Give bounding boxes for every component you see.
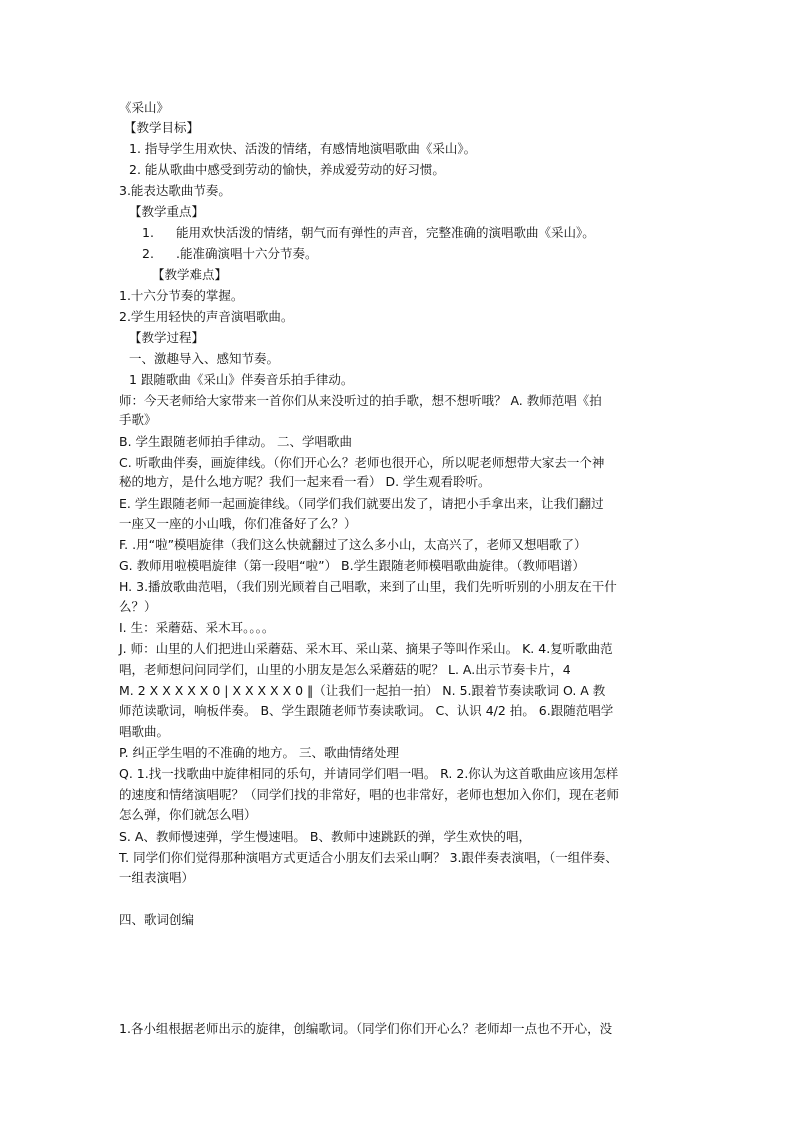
key-point-1: [142, 223, 595, 242]
key-point-1-text: 能用欢快活泼的情绪，朝气而有弹性的声音，完整准确的演唱歌曲《采山》。: [176, 225, 595, 240]
part-1-heading: 一、激趣导入、感知节奏。: [129, 351, 280, 366]
body-line: G. 教师用啦模唱旋律（第一段唱“啦”） B.学生跟随老师模唱歌曲旋律。（教师唱谱）: [119, 558, 585, 573]
body-line: Q. 1.找一找歌曲中旋律相同的乐句，并请同学们唱一唱。 R. 2.你认为这首歌曲应该用怎样: [119, 766, 619, 781]
body-line: 么？）: [119, 599, 157, 614]
part-4-heading: 四、歌词创编: [119, 912, 195, 927]
body-line: 一组表演唱）: [119, 870, 195, 885]
body-line: H. 3.播放歌曲范唱，（我们别光顾着自己唱歌，来到了山里，我们先听听别的小朋友在干什: [119, 579, 617, 594]
body-line: 唱，老师想问问同学们，山里的小朋友是怎么采蘑菇的呢？ L. A.出示节奏卡片，4: [119, 662, 571, 677]
body-line: 手歌》: [119, 412, 157, 427]
teaching-goals-heading: 【教学目标】: [124, 120, 200, 135]
body-line: S. A、教师慢速弹，学生慢速唱。 B、教师中速跳跃的弹，学生欢快的唱，: [119, 829, 531, 844]
key-point-2-number: 2.: [142, 246, 154, 261]
body-line: 师范读歌词，响板伴奏。 B、学生跟随老师节奏读歌词。 C、认识 4/2 拍。 6.跟随范唱学: [119, 703, 614, 718]
body-line: 怎么弹，你们就怎么唱）: [119, 807, 257, 822]
difficulty-item-2: 2.学生用轻快的声音演唱歌曲。: [119, 309, 294, 324]
step-1-line: 1 跟随歌曲《采山》伴奏音乐拍手律动。: [129, 372, 354, 387]
goal-item-3: 3.能表达歌曲节奏。: [119, 183, 231, 198]
body-line: E. 学生跟随老师一起画旋律线。（同学们我们就要出发了，请把小手拿出来，让我们翻过: [119, 496, 604, 511]
body-line: I. 生：采蘑菇、采木耳。。。。: [119, 620, 275, 635]
body-line: 唱歌曲。: [119, 724, 170, 739]
key-points-heading: 【教学重点】: [129, 204, 205, 219]
difficulty-item-1: 1.十六分节奏的掌握。: [119, 288, 244, 303]
document-title: 《采山》: [119, 100, 170, 115]
process-heading: 【教学过程】: [129, 330, 205, 345]
key-point-1-number: 1.: [142, 225, 154, 240]
body-line: F. .用“啦”模唱旋律（我们这么快就翻过了这么多小山，太高兴了，老师又想唱歌了）: [119, 537, 587, 552]
body-line: 一座又一座的小山哦，你们准备好了么？）: [119, 516, 357, 531]
goal-item-2: 2. 能从歌曲中感受到劳动的愉快，养成爱劳动的好习惯。: [129, 162, 445, 177]
body-line: P. 纠正学生唱的不准确的地方。 三、歌曲情绪处理: [119, 745, 400, 760]
key-point-2: [142, 244, 317, 263]
body-line: J. 师：山里的人们把进山采蘑菇、采木耳、采山菜、摘果子等叫作采山。 K. 4.复听歌曲范: [119, 641, 613, 656]
rhythm-line: M. 2 X X X X X 0 | X X X X X 0 ‖（让我们一起拍一拍） N. 5.跟着节奏读歌词 O. A 教: [119, 683, 606, 698]
body-line: 的速度和情绪演唱呢？（同学们找的非常好，唱的也非常好，老师也想加入你们，现在老师: [119, 787, 620, 802]
difficulty-heading: 【教学难点】: [152, 267, 228, 282]
key-point-2-text: .能准确演唱十六分节奏。: [176, 246, 318, 261]
body-line: T. 同学们你们觉得那种演唱方式更适合小朋友们去采山啊？ 3.跟伴奏表演唱，（一组伴奏、: [119, 850, 618, 865]
body-line: C. 听歌曲伴奏，画旋律线。（你们开心么？老师也很开心，所以呢老师想带大家去一个神: [119, 455, 605, 470]
body-line: B. 学生跟随老师拍手律动。 二、学唱歌曲: [119, 434, 352, 449]
body-line: 师：今天老师给大家带来一首你们从来没听过的拍手歌，想不想听哦？ A. 教师范唱《拍: [119, 393, 602, 408]
body-line: 1.各小组根据老师出示的旋律，创编歌词。（同学们你们开心么？老师却一点也不开心，没: [119, 1021, 613, 1036]
body-line: 秘的地方，是什么地方呢？我们一起来看一看） D. 学生观看聆听。: [119, 474, 491, 489]
goal-item-1: 1. 指导学生用欢快、活泼的情绪，有感情地演唱歌曲《采山》。: [129, 141, 477, 156]
